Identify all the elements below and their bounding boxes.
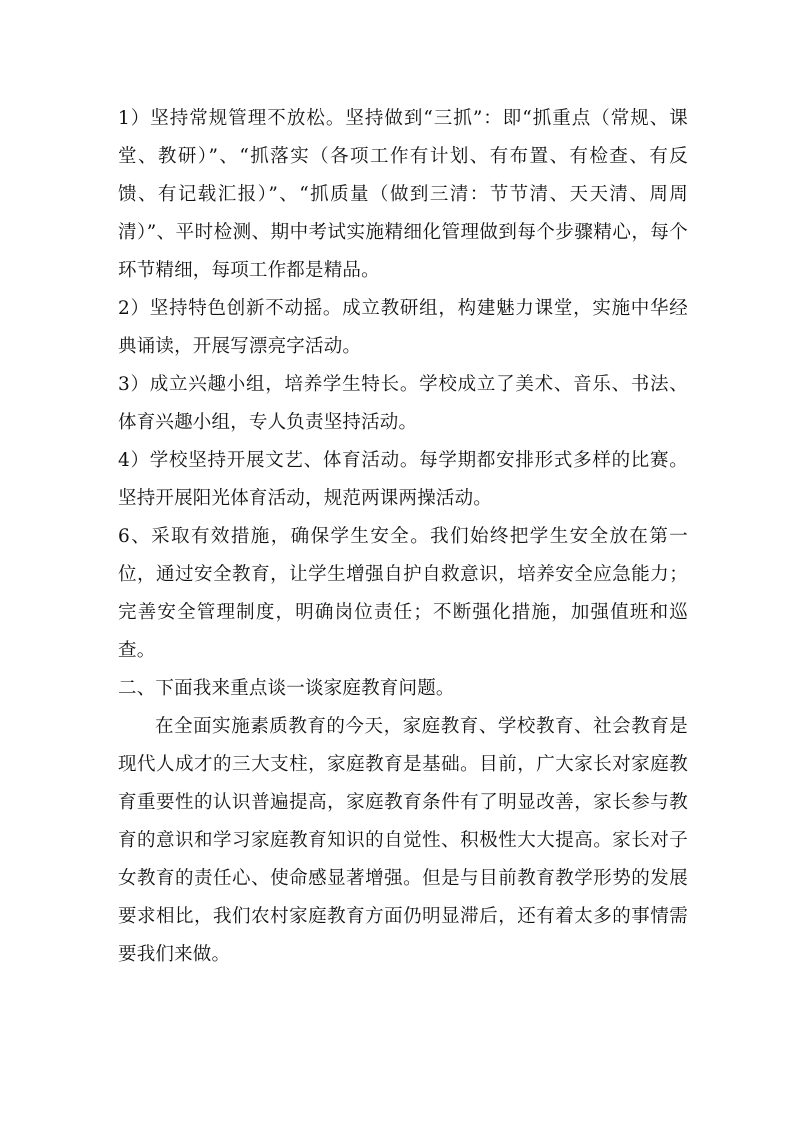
section-heading-2: 二、下面我来重点谈一谈家庭教育问题。	[118, 678, 455, 699]
paragraph-item-6: 6、采取有效措施，确保学生安全。我们始终把学生安全放在第一位，通过安全教育，让学生增强自护自救意识，培养安全应急能力；完善安全管理制度，明确岗位责任；不断强化措施，加强值班和巡查。	[118, 526, 688, 661]
paragraph-item-4: 4）学校坚持开展文艺、体育活动。每学期都安排形式多样的比赛。坚持开展阳光体育活动，规范两课两操活动。	[118, 450, 688, 509]
paragraph-item-3: 3）成立兴趣小组，培养学生特长。学校成立了美术、音乐、书法、体育兴趣小组，专人负责坚持活动。	[118, 374, 688, 433]
document-body	[118, 100, 688, 974]
paragraph-item-1: 1）坚持常规管理不放松。坚持做到“三抓”：即“抓重点（常规、课堂、教研）”、“抓落实（各项工作有计划、有布置、有检查、有反馈、有记载汇报）”、“抓质量（做到三清：节节清、天天清、周周清）”、平时检测、期中考试实施精细化管理做到每个步骤精心，每个环节精细，每项工作都是精品。	[118, 108, 688, 281]
paragraph-body-family-education: 在全面实施素质教育的今天，家庭教育、学校教育、社会教育是现代人成才的三大支柱，家庭教育是基础。目前，广大家长对家庭教育重要性的认识普遍提高，家庭教育条件有了明显改善，家长参与教育的意识和学习家庭教育知识的自觉性、积极性大大提高。家长对子女教育的责任心、使命感显著增强。但是与目前教育教学形势的发展要求相比，我们农村家庭教育方面仍明显滞后，还有着太多的事情需要我们来做。	[118, 716, 688, 965]
paragraph-item-2: 2）坚持特色创新不动摇。成立教研组，构建魅力课堂，实施中华经典诵读，开展写漂亮字活动。	[118, 298, 688, 357]
